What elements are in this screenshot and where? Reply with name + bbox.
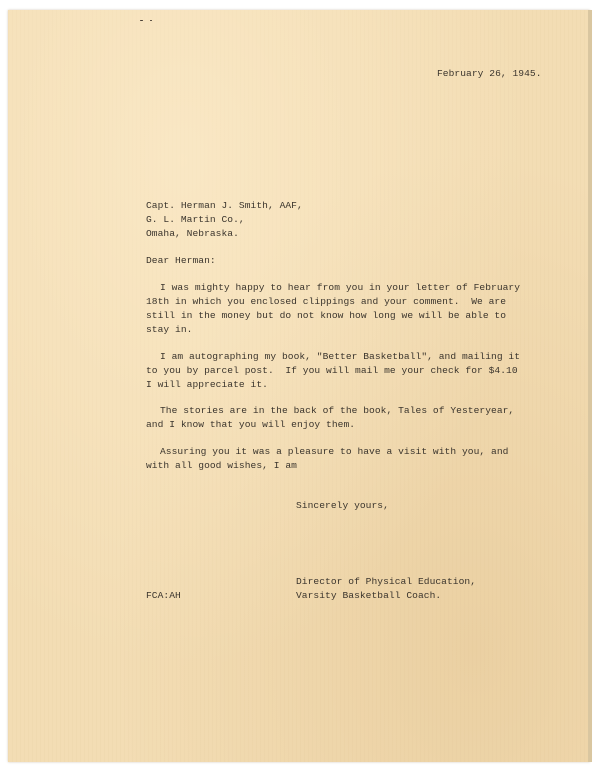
recipient-company: G. L. Martin Co., [146,214,245,225]
paragraph-line: to you by parcel post. If you will mail me your check for $4.10 [146,365,518,376]
recipient-name: Capt. Herman J. Smith, AAF, [146,200,303,211]
paper-edge [588,10,592,762]
paragraph-line: I will appreciate it. [146,379,268,390]
paragraph-line: and I know that you will enjoy them. [146,419,356,430]
paragraph-line: stay in. [146,324,193,335]
salutation: Dear Herman: [146,255,216,266]
paper-speck [140,20,143,21]
paragraph-line: I was mighty happy to hear from you in your letter of February [160,282,521,293]
signature-title: Varsity Basketball Coach. [296,590,442,601]
reference-initials: FCA:AH [146,590,181,601]
paragraph-line: still in the money but do not know how long we will be able to [146,310,507,321]
paragraph-line: Assuring you it was a pleasure to have a visit with you, and [160,446,509,457]
paper-speck [150,20,152,21]
paragraph-line: with all good wishes, I am [146,460,297,471]
paragraph-line: I am autographing my book, "Better Basketball", and mailing it [160,351,521,362]
paragraph-line: The stories are in the back of the book, Tales of Yesteryear, [160,405,515,416]
letter-date: February 26, 1945. [437,68,542,79]
paragraph-line: 18th in which you enclosed clippings and your comment. We are [146,296,507,307]
signature-title: Director of Physical Education, [296,576,477,587]
closing: Sincerely yours, [296,500,389,511]
recipient-city: Omaha, Nebraska. [146,228,239,239]
letter-paper [8,10,590,762]
